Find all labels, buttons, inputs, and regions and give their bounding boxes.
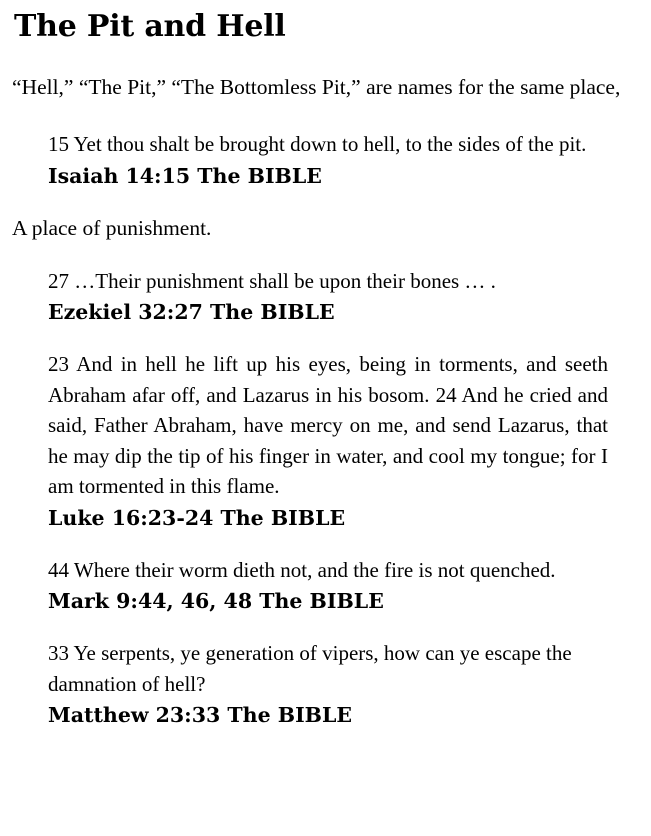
quote-citation: Mark 9:44, 46, 48 The BIBLE (48, 589, 384, 613)
scripture-quote-block (48, 638, 608, 730)
quote-text: 33 Ye serpents, ye generation of vipers, how can ye escape the damnation of hell? (48, 641, 572, 696)
quote-text: 44 Where their worm dieth not, and the fire is not quenched. (48, 557, 556, 582)
scripture-quote-block (48, 349, 608, 533)
scripture-quote-block (48, 129, 608, 191)
intro-paragraph: “Hell,” “The Pit,” “The Bottomless Pit,” are names for the same place, (12, 75, 621, 99)
quote-citation: Isaiah 14:15 The BIBLE (48, 163, 322, 188)
page-title: The Pit and Hell (14, 9, 286, 44)
quote-text: 23 And in hell he lift up his eyes, being in torments, and seeth Abraham afar off, and Lazarus in his bosom. 24 And he cried and said, Father Abraham, have mercy on me, and send Lazarus, that he may dip the tip of his finger in water, and cool my tongue; for I am tormented in this flame. (48, 352, 608, 498)
quote-citation: Luke 16:23-24 The BIBLE (48, 505, 346, 530)
quote-text: 15 Yet thou shalt be brought down to hell, to the sides of the pit. (48, 132, 587, 156)
scripture-quote-block (48, 266, 608, 328)
quote-citation: Ezekiel 32:27 The BIBLE (48, 300, 335, 324)
quote-text: 27 …Their punishment shall be upon their bones … . (48, 268, 496, 293)
quote-citation: Matthew 23:33 The BIBLE (48, 703, 353, 727)
scripture-quote-block (48, 555, 608, 617)
note-paragraph: A place of punishment. (12, 215, 212, 240)
